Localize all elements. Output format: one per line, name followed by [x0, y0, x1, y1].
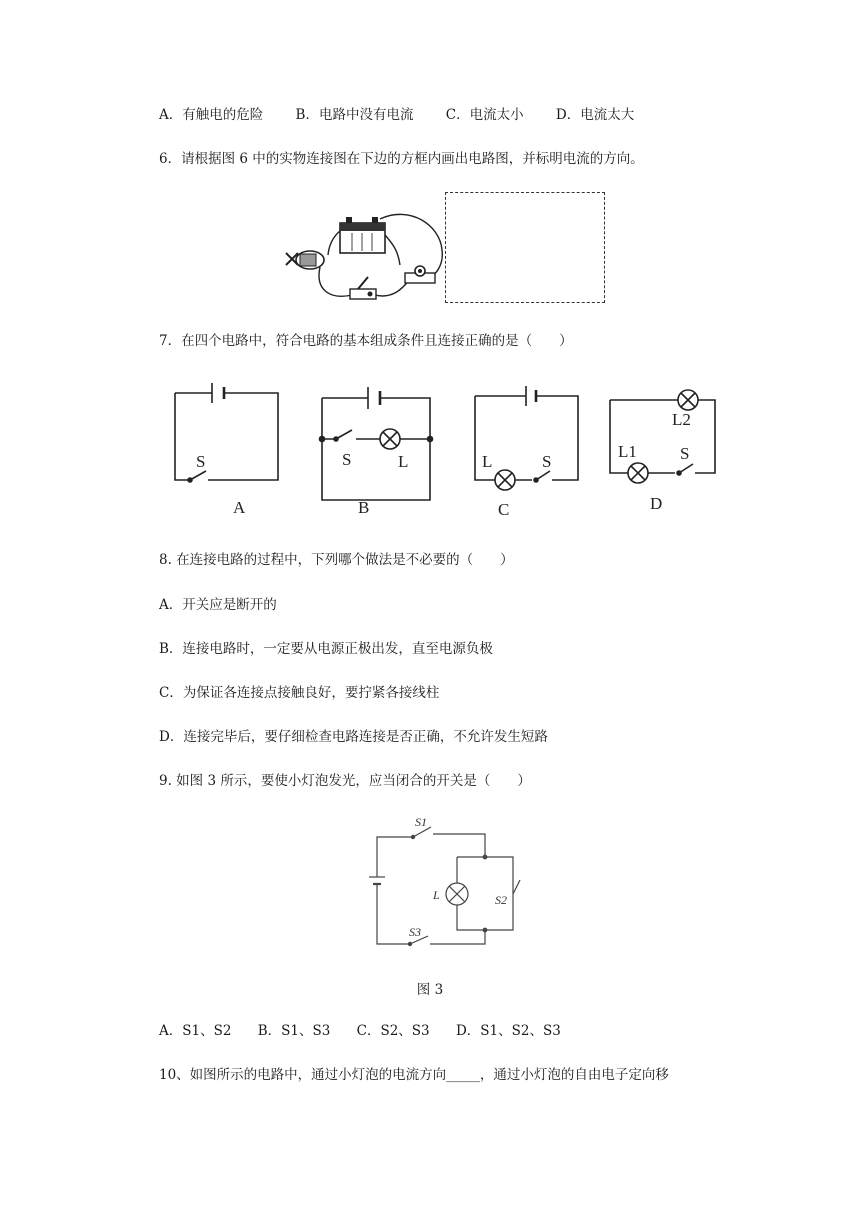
q9-label-l: L: [433, 888, 440, 902]
q5-option-d: D．电流太大: [555, 107, 635, 123]
q6-answer-box[interactable]: [445, 192, 605, 303]
circuit-c-label-s: S: [542, 452, 552, 471]
q5-options: [159, 106, 634, 124]
circuit-a-label-s: S: [196, 452, 206, 471]
circuit-a: [175, 383, 278, 482]
q9-label-s2: S2: [495, 893, 507, 907]
q8-text: 8. 在连接电路的过程中，下列哪个做法是不必要的（ ）: [159, 552, 514, 568]
lamp-holder-icon: [405, 266, 435, 283]
knife-switch-icon: [350, 277, 376, 299]
circuit-b-label-s: S: [342, 450, 352, 469]
q8-option-c: C．为保证各连接点接触良好，要拧紧各接线柱: [159, 685, 440, 701]
q9-label-s1: S1: [415, 815, 427, 829]
q7-text: 7．在四个电路中，符合电路的基本组成条件且连接正确的是（ ）: [159, 333, 573, 349]
q9-circuit-figure: [365, 812, 525, 952]
circuit-b: [320, 387, 433, 500]
circuit-b-label-l: L: [398, 452, 409, 471]
q5-option-b: B．电路中没有电流: [295, 107, 414, 123]
q9-option-b: B．S1、S3: [257, 1023, 331, 1039]
q8-option-d: D．连接完毕后，要仔细检查电路连接是否正确，不允许发生短路: [159, 729, 548, 745]
circuit-d-label-s: S: [680, 444, 690, 463]
circuit-d: [610, 390, 715, 483]
circuit-d-letter: D: [650, 494, 663, 513]
circuit-c: [475, 386, 578, 490]
q9-option-c: C．S2、S3: [356, 1023, 430, 1039]
circuit-c-label-l: L: [482, 452, 493, 471]
circuit-a-letter: A: [233, 498, 246, 517]
q8-option-b: B．连接电路时，一定要从电源正极出发，直至电源负极: [159, 641, 493, 657]
q9-label-s3: S3: [409, 925, 421, 939]
circuit-d-label-l1: L1: [618, 442, 637, 461]
q9-option-d: D．S1、S2、S3: [455, 1023, 561, 1039]
q9-option-a: A．S1、S2: [159, 1023, 232, 1039]
q5-option-c: C．电流太小: [445, 107, 524, 123]
motor-icon: [286, 251, 324, 269]
circuit-b-letter: B: [358, 498, 370, 517]
q9-caption: 图 3: [416, 982, 444, 998]
q9-options: [159, 1022, 561, 1040]
circuit-d-label-l2: L2: [672, 410, 691, 429]
q8-option-a: A．开关应是断开的: [159, 597, 277, 613]
q10-text: 10、如图所示的电路中，通过小灯泡的电流方向_____，通过小灯泡的自由电子定向移: [159, 1067, 669, 1083]
q7-circuits-figure: [160, 375, 730, 520]
q9-text: 9. 如图 3 所示，要使小灯泡发光，应当闭合的开关是（ ）: [159, 773, 531, 789]
battery-icon: [340, 217, 385, 253]
circuit-c-letter: C: [498, 500, 510, 519]
q6-text: 6．请根据图 6 中的实物连接图在下边的方框内画出电路图，并标明电流的方向。: [159, 151, 644, 167]
q5-option-a: A．有触电的危险: [159, 107, 264, 123]
q6-wiring-figure: [280, 205, 450, 310]
